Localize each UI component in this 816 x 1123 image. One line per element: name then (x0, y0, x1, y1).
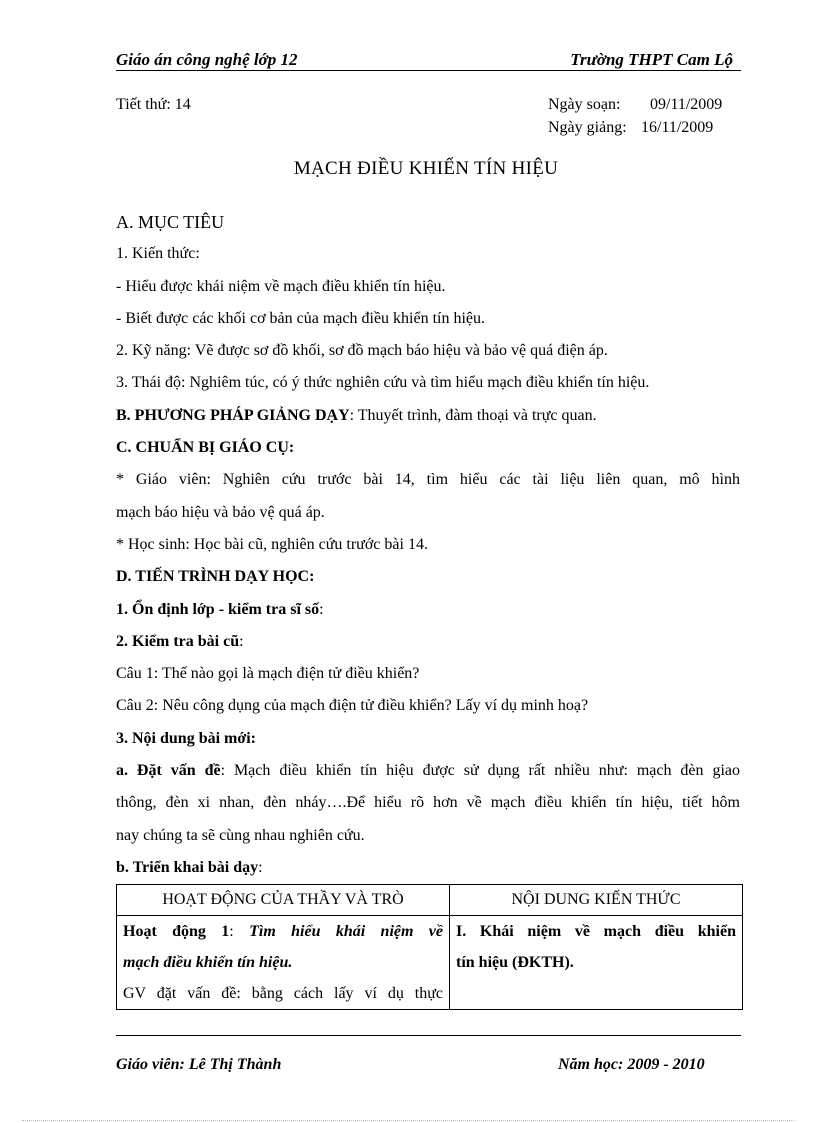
section-d-heading: D. TIẾN TRÌNH DẠY HỌC: (116, 568, 315, 586)
skills-line: 2. Kỹ năng: Vẽ được sơ đồ khối, sơ đồ mạch báo hiệu và bảo vệ quá điện áp. (116, 342, 608, 360)
lesson-deploy-line (116, 852, 740, 884)
table-row (117, 916, 743, 1010)
student-prep-line: * Học sinh: Học bài cũ, nghiên cứu trước bài 14. (116, 535, 428, 553)
colon: : (258, 858, 263, 876)
colon: : (239, 632, 244, 650)
class-stabilize-line (116, 594, 740, 626)
section-a-heading: A. MỤC TIÊU (116, 212, 225, 232)
problem-statement-line: nay chúng ta sẽ cùng nhau nghiên cứu. (116, 826, 365, 844)
prepared-label: Ngày soạn: (548, 96, 621, 113)
knowledge-heading: 1. Kiến thức: (116, 245, 200, 263)
section-b-line (116, 400, 740, 432)
table-header-row (117, 885, 743, 916)
activity-title: Tìm hiểu khái niệm về (249, 923, 443, 940)
footer-teacher: Giáo viên: Lê Thị Thành (116, 1056, 282, 1073)
problem-statement-label: a. Đặt vấn đề (116, 762, 221, 780)
activity-title-line: mạch điều khiển tín hiệu. (123, 954, 293, 971)
teacher-prep-line: mạch báo hiệu và bảo vệ quá áp. (116, 503, 325, 521)
taught-label: Ngày giảng: (548, 119, 627, 136)
problem-statement-line (116, 755, 740, 787)
new-lesson-heading: 3. Nội dung bài mới: (116, 729, 256, 747)
column-header-content: NỘI DUNG KIẾN THỨC (450, 885, 743, 916)
lesson-deploy-label: b. Triển khai bài dạy (116, 858, 259, 876)
content-cell (450, 916, 743, 1010)
knowledge-bullet: - Biết được các khối cơ bản của mạch điều khiển tín hiệu. (116, 309, 486, 327)
activity-title-line (123, 916, 443, 947)
header-school: Trường THPT Cam Lộ (570, 50, 733, 69)
lesson-number: Tiết thứ: 14 (116, 96, 191, 113)
activity-label: Hoạt động 1 (123, 923, 230, 940)
knowledge-bullet: - Hiểu được khái niệm về mạch điều khiển tín hiệu. (116, 277, 446, 295)
section-c-heading: C. CHUẨN BỊ GIÁO CỤ: (116, 439, 295, 457)
activity-table (116, 884, 743, 1010)
problem-statement-line: thông, đèn xi nhan, đèn nháy….Để hiểu rõ hơn về mạch điều khiển tín hiệu, tiết hôm (116, 794, 740, 812)
question-1: Câu 1: Thế nào gọi là mạch điện tử điều khiển? (116, 665, 420, 683)
colon: : (229, 923, 250, 940)
prepared-date: 09/11/2009 (650, 96, 723, 113)
header-subject: Giáo án công nghệ lớp 12 (116, 50, 298, 69)
content-title-line: tín hiệu (ĐKTH). (456, 954, 574, 971)
activity-cell (117, 916, 450, 1010)
content-title-line: I. Khái niệm về mạch điều khiển (456, 923, 736, 940)
activity-text: GV đặt vấn đề: bằng cách lấy ví dụ thực (123, 985, 443, 1002)
old-lesson-check-heading: 2. Kiểm tra bài cũ (116, 632, 240, 650)
section-b-text: : Thuyết trình, đàm thoại và trực quan. (349, 406, 597, 424)
page-title: MẠCH ĐIỀU KHIỂN TÍN HIỆU (293, 158, 559, 179)
teacher-prep-line: * Giáo viên: Nghiên cứu trước bài 14, tìm hiểu các tài liệu liên quan, mô hình (116, 471, 740, 489)
colon: : (319, 600, 324, 618)
problem-statement-text: : Mạch điều khiển tín hiệu được sử dụng rất nhiều như: mạch đèn giao (220, 762, 740, 780)
attitude-line: 3. Thái độ: Nghiêm túc, có ý thức nghiên cứu và tìm hiểu mạch điều khiển tín hiệu. (116, 374, 650, 392)
document-body (116, 206, 740, 884)
page-header (116, 48, 741, 71)
column-header-activities: HOẠT ĐỘNG CỦA THẦY VÀ TRÒ (117, 885, 450, 916)
class-stabilize-heading: 1. Ổn định lớp - kiểm tra sĩ số (116, 600, 320, 618)
footer-school-year: Năm học: 2009 - 2010 (558, 1056, 705, 1073)
footer-divider (116, 1035, 741, 1036)
old-lesson-check-line (116, 626, 740, 658)
question-2: Câu 2: Nêu công dụng của mạch điện tử điều khiển? Lấy ví dụ minh hoạ? (116, 697, 589, 715)
section-b-heading: B. PHƯƠNG PHÁP GIẢNG DẠY (116, 406, 350, 424)
taught-date: 16/11/2009 (641, 119, 714, 136)
page-edge (22, 1120, 794, 1121)
